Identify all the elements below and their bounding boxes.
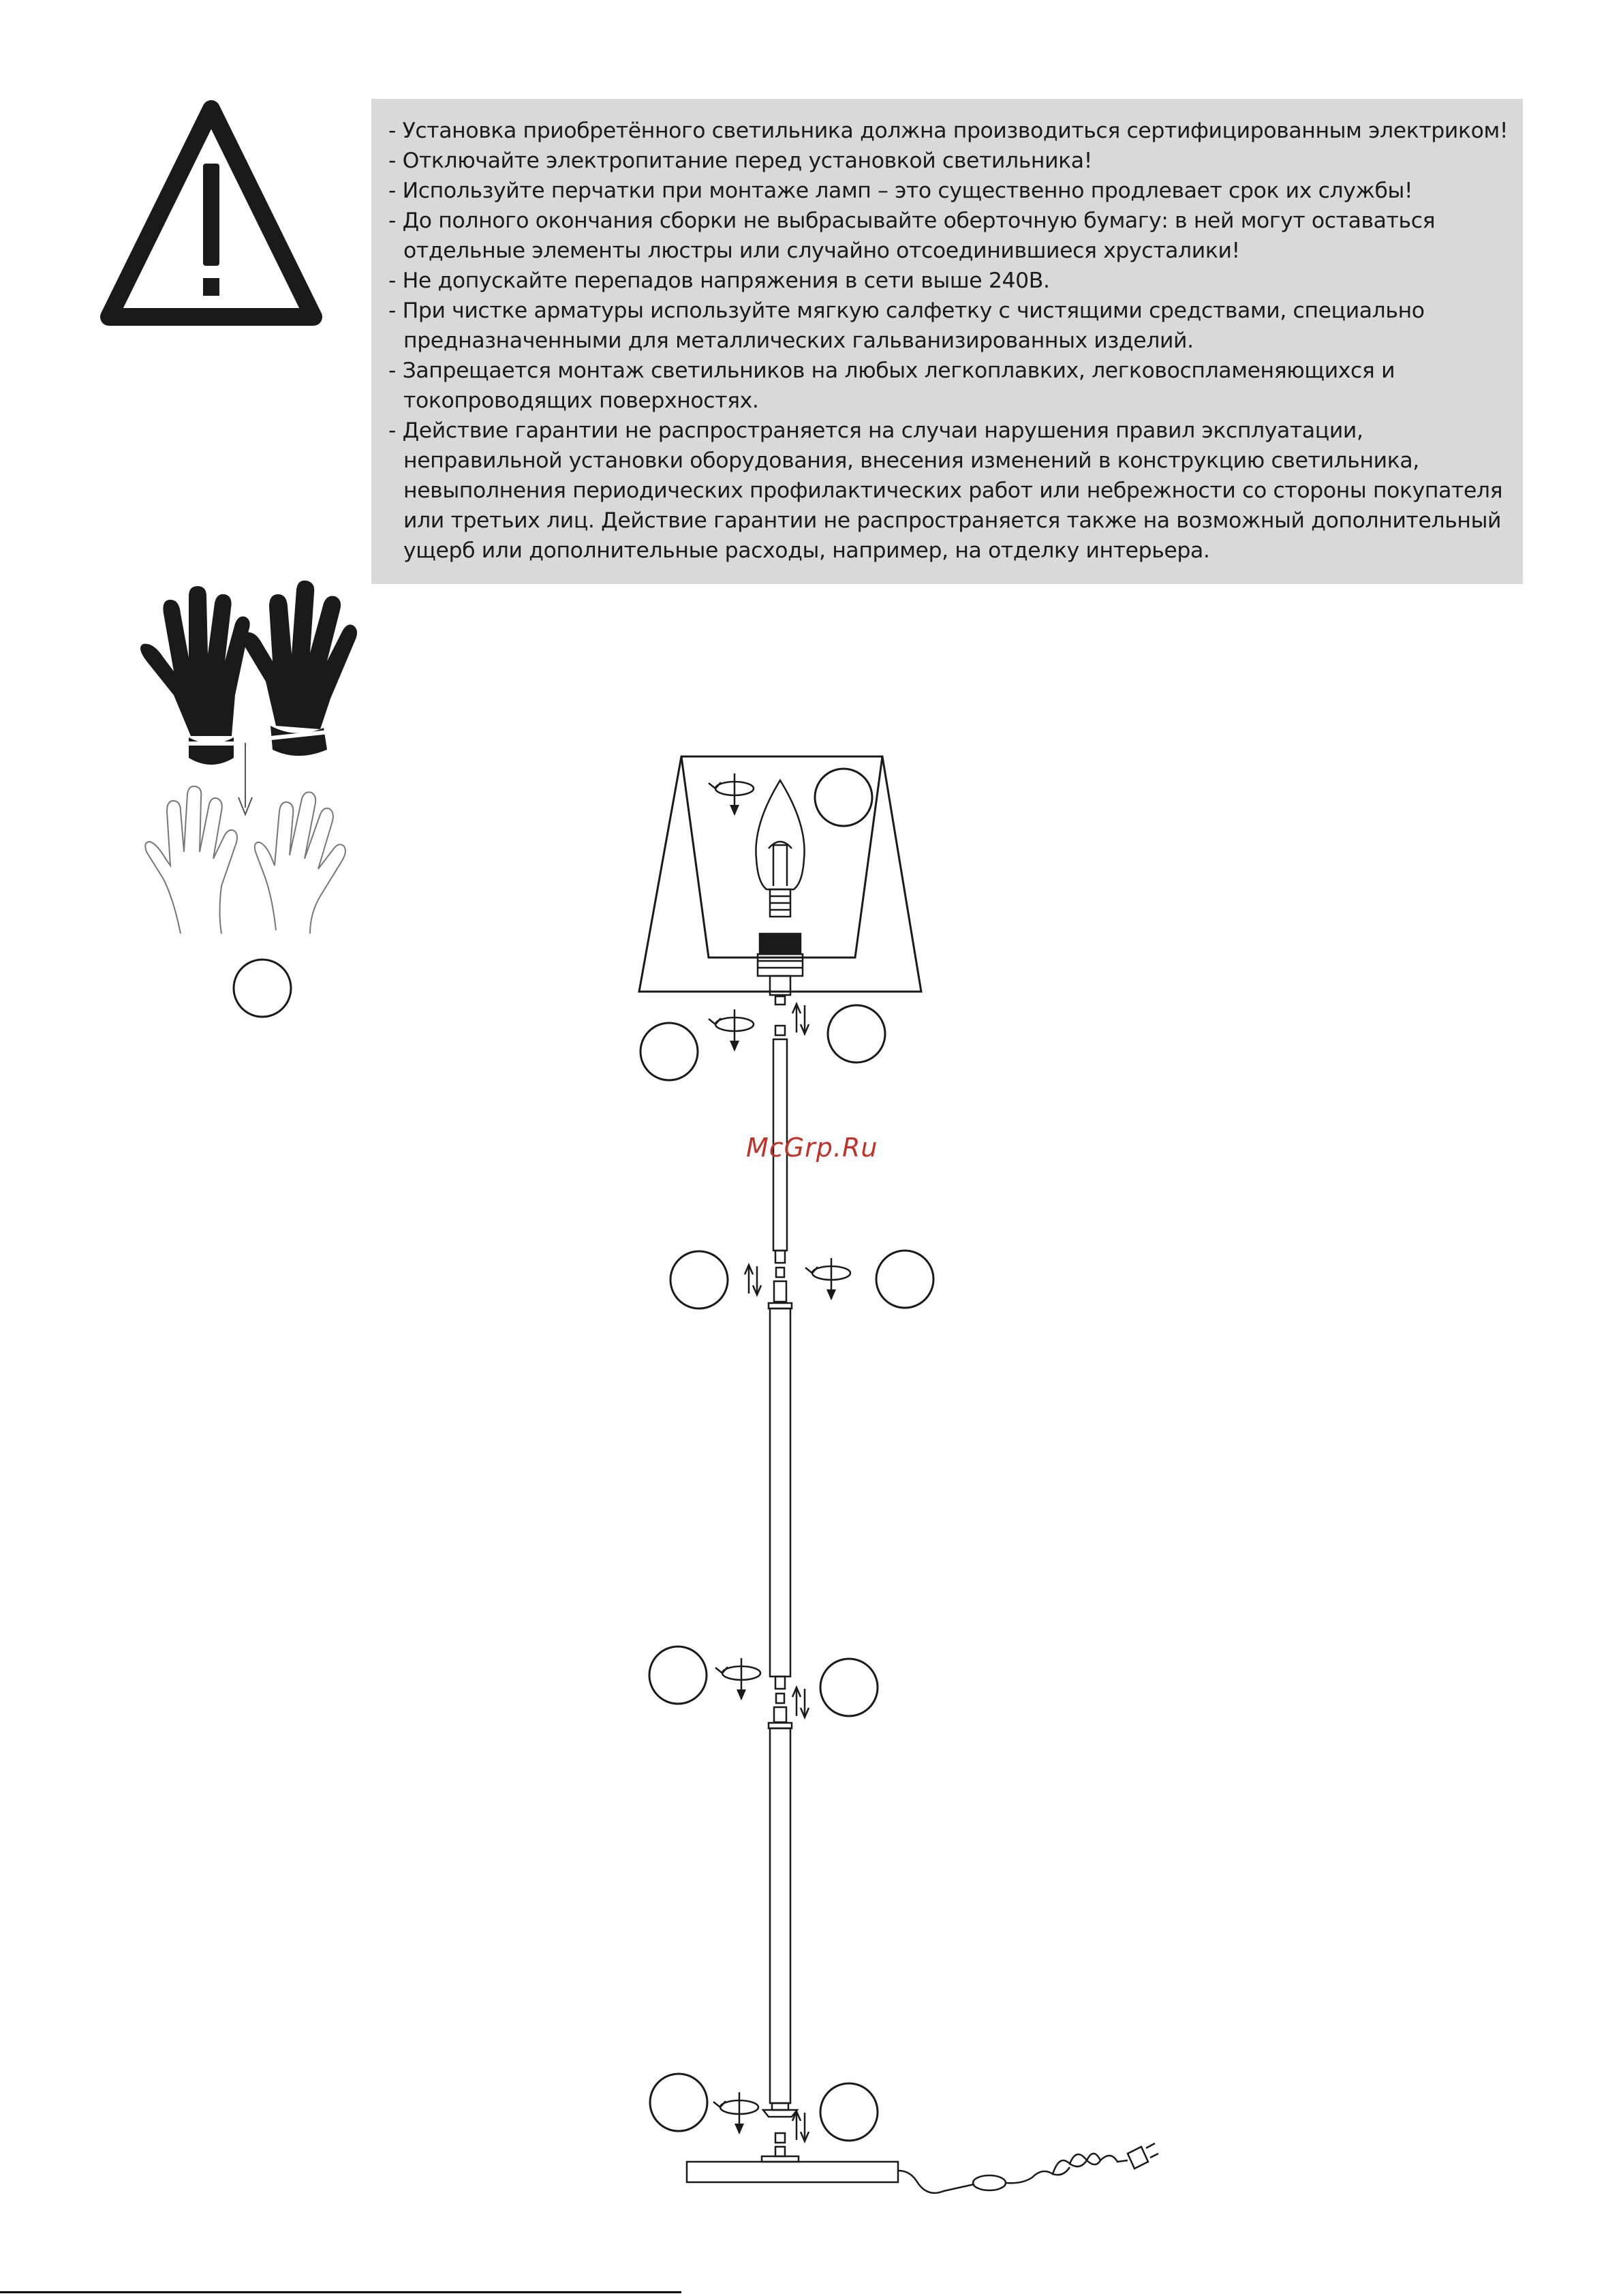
notice-line: ущерб или дополнительные расходы, например, на отделку интерьера. [403,538,1210,563]
notice-line: токопроводящих поверхностях. [403,388,759,413]
step-marker-circle [650,2074,707,2131]
notice-line: - При чистке арматуры используйте мягкую салфетку с чистящими средствами, специально [388,299,1425,323]
step-marker-circle [815,769,872,826]
notice-line: - Действие гарантии не распространяется на случаи нарушения правил эксплуатации, [388,418,1363,443]
notice-line: невыполнения периодических профилактических работ или небрежности со стороны покупателя [403,478,1503,503]
rotate-arrow-icon [715,1658,760,1700]
rotate-arrow-icon [709,774,754,816]
up-down-arrows-icon [792,2111,809,2141]
step-marker-circle [649,1647,707,1704]
lamp-shade [639,756,921,992]
power-cord-with-plug-icon [898,2143,1158,2193]
rotate-arrow-icon [713,2092,758,2134]
notice-line: - Запрещается монтаж светильников на любых легкоплавких, легковоспламеняющихся и [388,358,1395,383]
step-marker-circles [640,769,933,2141]
step-marker-circle [820,1659,878,1716]
rotate-arrow-icon [805,1258,850,1300]
lamp-socket [758,934,803,1005]
step-marker-circle [828,1005,885,1062]
notice-line: - Установка приобретённого светильника должна производиться сертифицированным электриком! [388,119,1509,143]
notice-line: - Используйте перчатки при монтаже ламп – это существенно продлевает срок их службы! [388,179,1413,203]
watermark-text: McGrp.Ru [746,1133,878,1163]
step-marker-circle [670,1251,728,1308]
notice-line: или третьих лиц. Действие гарантии не распространяется также на возможный дополнительный [403,508,1502,533]
step-marker-circle [820,2083,878,2141]
middle-rod [769,1281,792,1703]
step-marker-circle [876,1251,933,1308]
lower-rod [763,1707,797,2143]
footer-divider [0,2291,681,2293]
notice-line: - Не допускайте перепадов напряжения в сети выше 240В. [388,269,1050,293]
up-down-arrows-icon [792,1004,809,1034]
up-down-arrows-icon [792,1687,809,1717]
notice-line: - До полного окончания сборки не выбрасывайте оберточную бумагу: в ней могут оставаться [388,209,1436,233]
up-down-arrows-icon [745,1265,761,1295]
lamp-base [687,2147,898,2182]
step-marker-circle [640,1023,698,1080]
candle-bulb-icon [756,780,804,917]
notice-line: отдельные элементы люстры или случайно отсоединившиеся хрусталики! [403,239,1240,263]
notice-line: - Отключайте электропитание перед установкой светильника! [388,149,1092,173]
rotate-arrow-icon [709,1009,754,1052]
notice-line: предназначенными для металлических гальванизированных изделий. [403,328,1194,353]
notice-line: неправильной установки оборудования, внесения изменений в конструкцию светильника, [403,448,1419,473]
